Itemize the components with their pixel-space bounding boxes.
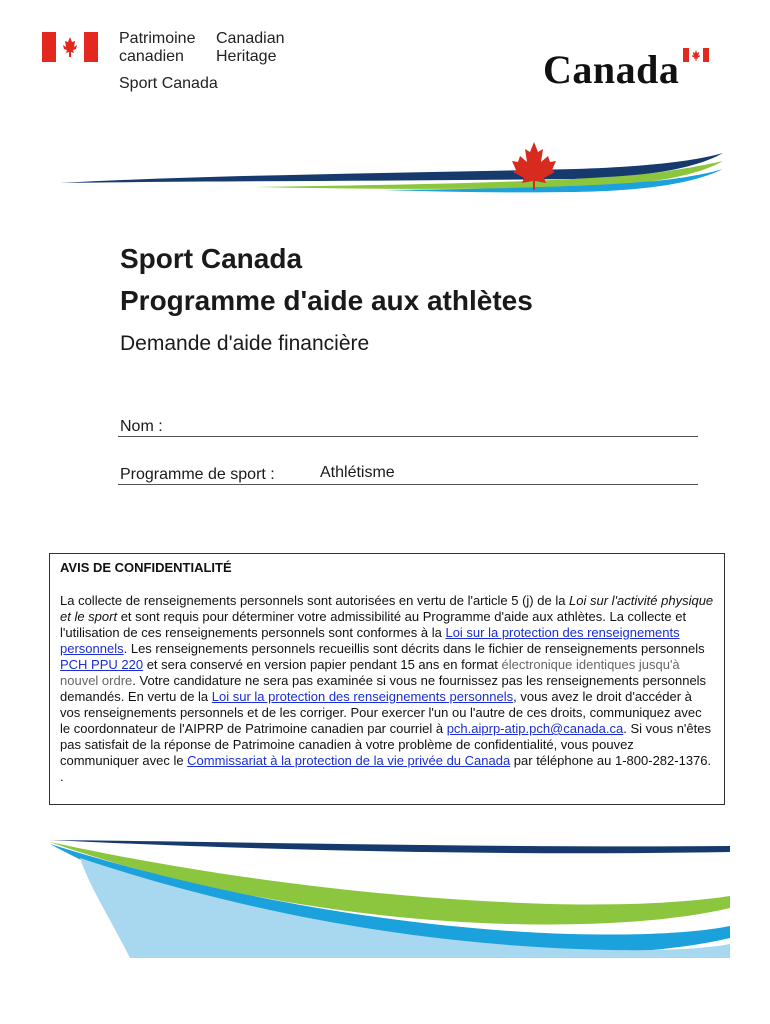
header-swoosh <box>55 135 725 195</box>
division-name: Sport Canada <box>119 75 218 92</box>
sport-underline <box>118 484 698 485</box>
notice-text-8: par téléphone au 1-800-282-1376. <box>510 753 712 768</box>
privacy-act-link-2[interactable]: Loi sur la protection des renseignements personnels <box>211 689 514 704</box>
dept-en-line2: Heritage <box>216 48 277 65</box>
dept-fr-line2: canadien <box>119 48 184 65</box>
email-link[interactable]: pch.aiprp-atip.pch@canada.ca <box>446 721 624 736</box>
privacy-act-link[interactable]: Loi sur la protection des renseignements personnels <box>60 625 680 656</box>
sport-field[interactable]: Athlétisme <box>320 464 395 481</box>
wordmark-flag-icon <box>683 48 709 62</box>
notice-text-4: et sera conservé en version papier pendant 15 ans en format <box>143 657 502 672</box>
notice-text-3: . Les renseignements personnels recueillis sont décrits dans le fichier de renseignements personnels <box>123 641 705 656</box>
sport-label: Programme de sport : <box>120 466 275 483</box>
info-bank-link[interactable]: PCH PPU 220 <box>60 657 144 672</box>
page-title-line2: Programme d'aide aux athlètes <box>120 285 533 316</box>
notice-gray-text: électronique identiques jusqu'à nouvel ordre <box>60 657 680 688</box>
privacy-commissioner-link[interactable]: Commissariat à la protection de la vie privée du Canada <box>187 753 511 768</box>
notice-text-6: , vous avez le droit d'accéder à vos renseignements personnels et de les corriger. Pour exercer l'un ou l'autre de ces droits, communiquez avec le coordonnateur de l'AIPRP de Patrimoine canadien par courriel à <box>60 689 702 736</box>
notice-text-5: . Votre candidature ne sera pas examinée si vous ne fournissez pas les renseignements personnels demandés. En vertu de la <box>60 673 707 704</box>
privacy-notice-box <box>49 553 725 805</box>
page-title-line1: Sport Canada <box>120 243 303 274</box>
maple-leaf-icon <box>510 140 558 190</box>
department-name-fr <box>119 30 195 66</box>
privacy-notice-text <box>60 593 714 785</box>
act-citation: Loi sur l'activité physique et le sport <box>60 593 714 624</box>
notice-text-2: et sont requis pour déterminer votre admissibilité au Programme d'aide aux athlètes. La collecte et l'utilisation de ces renseignements personnels sont conformes à la <box>60 609 687 640</box>
notice-end: . <box>60 769 64 784</box>
dept-fr-line1: Patrimoine <box>119 30 196 47</box>
canada-wordmark: Canada <box>543 47 680 92</box>
name-label: Nom : <box>120 418 163 435</box>
name-underline <box>118 436 698 437</box>
dept-en-line1: Canadian <box>216 30 285 47</box>
notice-text-1: La collecte de renseignements personnels sont autorisées en vertu de l'article 5 (j) de la <box>60 593 570 608</box>
department-name-en <box>216 30 285 66</box>
page-subtitle: Demande d'aide financière <box>120 332 370 355</box>
canada-flag-icon <box>42 32 98 62</box>
privacy-notice-title: AVIS DE CONFIDENTIALITÉ <box>60 560 232 575</box>
notice-text-7: . Si vous n'êtes pas satisfait de la réponse de Patrimoine canadien à votre problème de confidentialité, vous pouvez communiquer avec le <box>60 721 711 768</box>
footer-swoosh <box>50 838 730 958</box>
